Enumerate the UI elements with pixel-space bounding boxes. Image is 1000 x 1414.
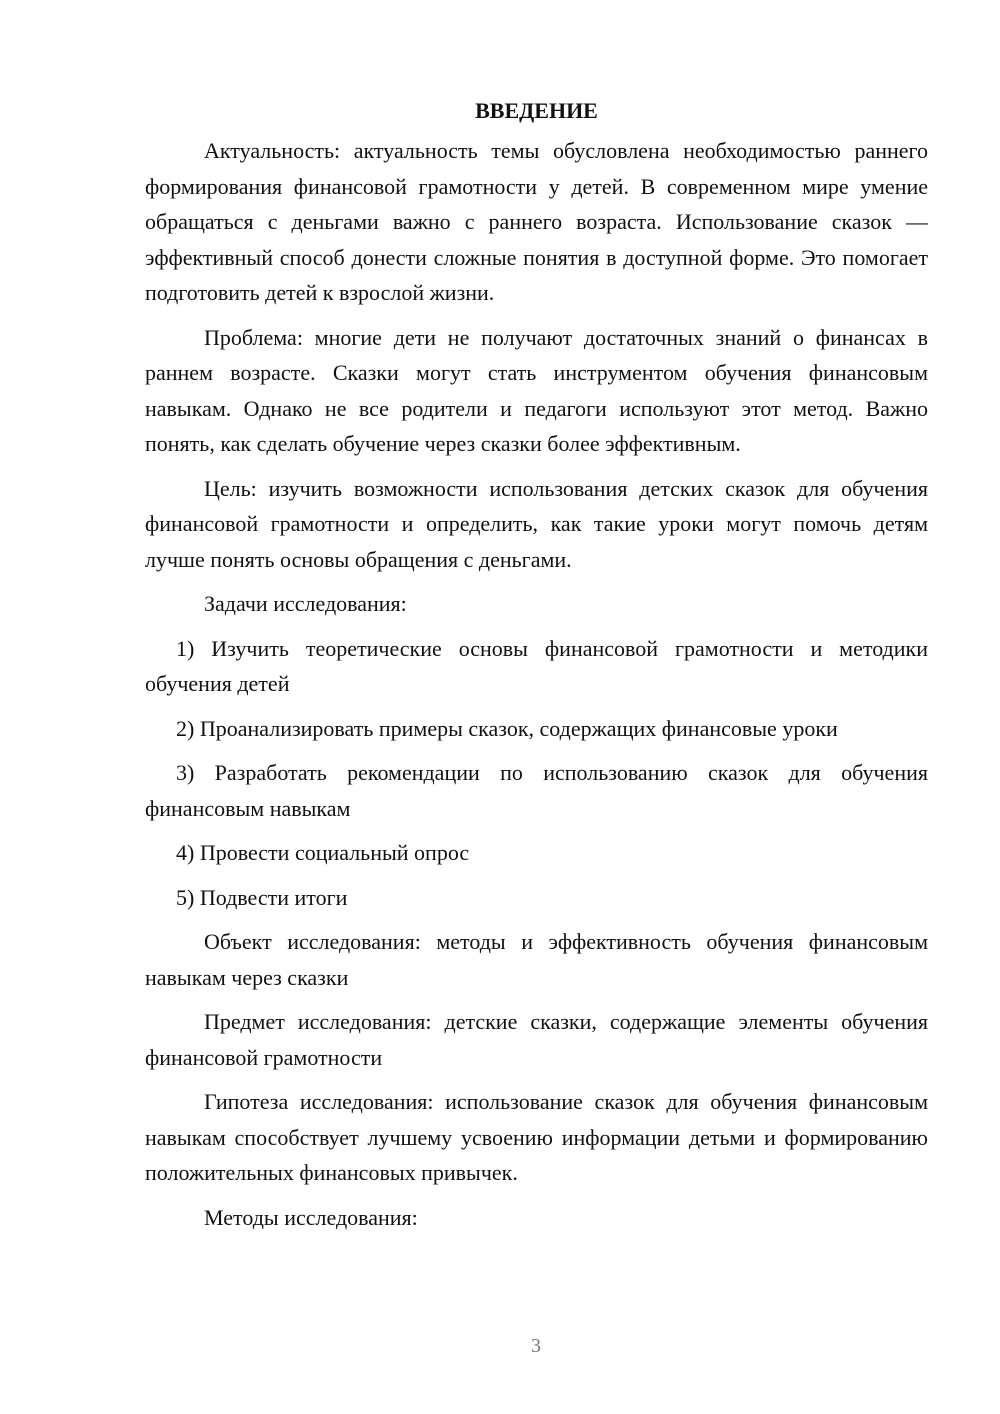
task-item-5: 5) Подвести итоги [176, 884, 348, 910]
page-number: 3 [531, 1335, 541, 1357]
paragraph-goal: Цель: изучить возможности использования детских сказок для обучения финансовой грамотности и определить, как такие уроки могут помочь детям лучше понять основы обращения с деньгами. [145, 475, 928, 572]
paragraph-subject: Предмет исследования: детские сказки, содержащие элементы обучения финансовой грамотности [145, 1009, 928, 1070]
task-item-3: 3) Разработать рекомендации по использованию сказок для обучения финансовым навыкам [145, 760, 928, 821]
paragraph-relevance: Актуальность: актуальность темы обусловлена необходимостью раннего формирования финансовой грамотности у детей. В современном мире умение обращаться с деньгами важно с раннего возраста. Использование сказок — эффективный способ донести сложные понятия в доступной форме. Это помогает подготовить детей к взрослой жизни. [145, 138, 928, 305]
paragraph-tasks-heading: Задачи исследования: [204, 591, 407, 616]
paragraph-object: Объект исследования: методы и эффективность обучения финансовым навыкам через сказки [145, 929, 928, 990]
paragraph-methods: Методы исследования: [204, 1204, 418, 1230]
section-heading: ВВЕДЕНИЕ [475, 98, 598, 123]
document-page [145, 94, 928, 1244]
task-item-4: 4) Провести социальный опрос [176, 840, 470, 865]
paragraph-problem: Проблема: многие дети не получают достаточных знаний о финансах в раннем возрасте. Сказки могут стать инструментом обучения финансовым навыкам. Однако не все родители и педагоги используют этот метод. Важно понять, как сделать обучение через сказки более эффективным. [145, 324, 928, 456]
task-item-1: 1) Изучить теоретические основы финансовой грамотности и методики обучения детей [145, 635, 928, 696]
paragraph-hypothesis: Гипотеза исследования: использование сказок для обучения финансовым навыкам способствует лучшему усвоению информации детьми и формированию положительных финансовых привычек. [145, 1089, 928, 1185]
task-item-2: 2) Проанализировать примеры сказок, содержащих финансовые уроки [176, 715, 838, 741]
